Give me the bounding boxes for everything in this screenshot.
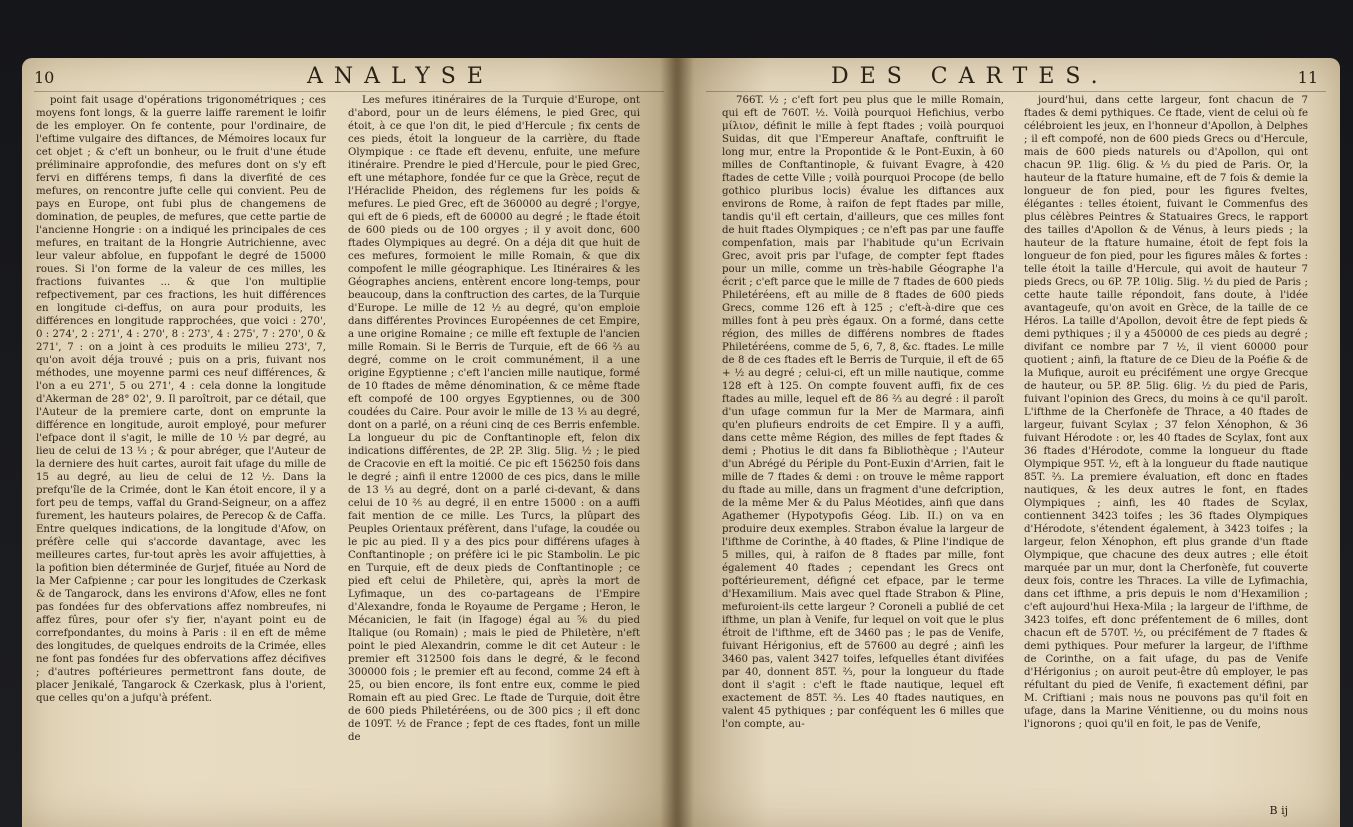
right-running-head: DES CARTES.: [831, 64, 1109, 89]
header-rule: [34, 91, 664, 92]
right-page: [676, 58, 1340, 827]
left-column-1: [36, 94, 326, 705]
right-column-1: [722, 94, 1004, 731]
right-column-2: [1024, 94, 1308, 731]
header-rule-right: [706, 91, 1326, 92]
left-column-2-text: Les mefures itinéraires de la Turquie d'Europe, ont d'abord, pour un de leurs élémens, le pied Grec, qui étoit, à ce que l'on dit, le pied d'Hercule ; fix cents de ces pieds, étoit la longueur de la carrière, du ftade Olympique : ce ftade eft devenu, enfuite, une mefure itinéraire. Prendre le pied d'Hercule, pour le pied Grec, eft une métaphore, fondée fur ce que la Grèce, reçut de l'Héraclide Pheidon, des réglemens fur les poids & mefures. Le pied Grec, eft de 360000 au degré ; l'orgye, qui eft de 6 pieds, eft de 60000 au degré ; le ftade étoit de 600 pieds ou de 100 orgyes ; il y avoit donc, 600 ftades Olympiques au degré. On a déja dit que huit de ces mefures, formoient le mille Romain, & que dix compofent le mille géographique. Les Itinéraires & les Géographes anciens, entèrent encore long-temps, pour beaucoup, dans la conftruction des cartes, de la Turquie d'Europe. Le mille de 12 ½ au degré, qu'on emploie dans différentes Provinces Européennes de cet Empire, a une origine Romaine ; ce mille eft fextuple de l'ancien mille Romain. Si le Berris de Turquie, eft de 66 ⅔ au degré, comme on le croit communément, il a une origine Egyptienne ; c'eft l'ancien mille nautique, formé de 10 ftades de même dénomination, & ce même ftade eft compofé de 100 orgyes Egyptiennes, ou de 300 coudées du Caire. Pour avoir le mille de 13 ⅓ au degré, dont on a parlé, on a réuni cinq de ces Berris enfemble. La longueur du pic de Conftantinople eft, felon dix indications différentes, de 2P. 2P. 3lig. 5lig. ½ ; le pied de Cracovie en eft la moitié. Ce pic eft 156250 fois dans le degré ; ainfi il entre 12000 de ces pics, dans le mille de 13 ⅓ au degré, dont on a parlé ci-devant, & dans celui de 10 ⅖ au degré, il en entre 15000 : on a auffi fait mention de ce mille. Les Turcs, la plûpart des Peuples Orientaux préfèrent, dans l'ufage, la coudée ou le pic au pied. Il y a des pics pour différens ufages à Conftantinople ; on préfère ici le pic Stambolin. Le pic en Turquie, eft de deux pieds de Conftantinople ; ce pied eft celui de Philetère, qui, après la mort de Lyfimaque, un des co-partageans de l'Empire d'Alexandre, fonda le Royaume de Pergame ; Heron, le Mécanicien, le fait (in Ifagoge) égal au ⅚ du pied Italique (ou Romain) ; mais le pied de Philetère, n'eft point le pied Alexandrin, comme le dit cet Auteur : le premier eft 312500 fois dans le degré, & le fecond 300000 fois ; le premier eft au fecond, comme 24 eft à 25, ou bien encore, ils font entre eux, comme le pied Romain eft au pied Grec. Le ftade de Turquie, doit être de 600 pieds Philetéréens, ou de 300 pics ; il eft donc de 109T. ½ de France ; fept de ces ftades, font un mille de: [348, 95, 640, 743]
left-column-1-text: point fait usage d'opérations trigonométriques ; ces moyens font longs, & la guerre laiffe rarement le loifir de les employer. On fe contente, pour l'ordinaire, de l'eftime vulgaire des diftances, de Mémoires locaux fur cet objet ; & c'eft un bonheur, ou le fruit d'une étude préliminaire approfondie, des mefures dont on s'y eft fervi en différens temps, fi dans la diverfité de ces mefures, on rencontre jufte celle qui convient. Peu de pays en Europe, ont fubi plus de changemens de domination, de peuples, de mefures, que cette partie de l'ancienne Hongrie : on a indiqué les principales de ces mefures, en traitant de la Hongrie Autrichienne, avec leur valeur abfolue, en fuppofant le degré de 15000 roues. Si l'on forme de la valeur de ces milles, les fractions fuivantes ... & que l'on multiplie refpectivement, par ces fractions, les huit différences en longitude ci-deffus, on aura pour produits, les différences en longitude rapprochées, que voici : 270', 0 : 274', 2 : 271', 4 : 270', 8 : 273', 4 : 275', 7 : 270', 0 & 271', 7 : on a joint à ces produits le milieu 273', 7, qu'on avoit déja trouvé ; puis on a pris, fuivant nos méthodes, une moyenne parmi ces neuf différences, & l'on a eu 271', 5 ou 271', 4 : cela donne la longitude d'Akerman de 28° 02', 9. Il paroîtroit, par ce détail, que l'Auteur de la premiere carte, dont on emprunte la différence en longitude, auroit employé, pour mefurer l'efpace dont il s'agit, le mille de 10 ½ par degré, au lieu de celui de 13 ⅓ ; & pour abréger, que l'Auteur de la derniere des huit cartes, auroit fait ufage du mille de 15 au degré, au lieu de celui de 12 ½. Dans la prefqu'île de la Crimée, dont le Kan étoit encore, il y a fort peu de temps, vaffal du Grand-Seigneur, on a affez furement, les hauteurs polaires, de Perecop & de Caffa. Entre quelques indications, de la longitude d'Afow, on préfère celle qui s'accorde davantage, avec les meilleures cartes, fur-tout après les avoir affujetties, à la pofition bien déterminée de Gurjef, fituée au Nord de la Mer Cafpienne ; car pour les longitudes de Czerkask & de Tangarock, dans les environs d'Afow, elles ne font pas fondées fur des obfervations affez nombreufes, ni affez fûres, pour ofer s'y fier, n'ayant point eu de correfpondantes, du moins à Paris : il en eft de même des longitudes, de quelques endroits de la Crimée, elles ne font pas fondées fur des obfervations affez décifives ; d'autres poftérieures permettront fans doute, de placer Jenikalé, Tangarock & Czerkask, plus à l'orient, que celles qu'on a jufqu'à préfent.: [36, 95, 326, 704]
right-page-number: 11: [1297, 68, 1318, 87]
left-page-number: 10: [34, 68, 55, 87]
left-column-2: [348, 94, 640, 744]
left-page: [22, 58, 678, 827]
right-column-1-text: 766T. ½ ; c'eft fort peu plus que le mille Romain, qui eft de 760T. ½. Voilà pourquoi Hefichius, verbo μίλιον, définit le mille à fept ftades ; voilà pourquoi Suidas, dit que l'Empereur Anaftafe, conftruifit le long mur, entre la Propontide & le Pont-Euxin, à 60 milles de Conftantinople, & fuivant Evagre, à 420 ftades de cette Ville ; voilà pourquoi Procope (de bello gothico pluribus locis) évalue les diftances aux environs de Rome, à raifon de fept ftades par mille, tandis qu'il eft certain, d'ailleurs, que ces milles font de huit ftades Olympiques ; ce n'eft pas par une fauffe compenfation, mais par l'habitude qu'un Ecrivain Grec, avoit pris par l'ufage, de compter fept ftades pour un mille, comme un très-habile Géographe l'a écrit ; c'eft parce que le mille de 7 ftades de 600 pieds Philetéréens, eft au mille de 8 ftades de 600 pieds Grecs, comme 126 eft à 125 ; c'eft-à-dire que ces milles font à peu près égaux. On a formé, dans cette région, des milles de différens nombres de ftades Philetéréens, comme de 5, 6, 7, 8, &c. ftades. Le mille de 8 de ces ftades eft le Berris de Turquie, il eft de 65 + ½ au degré ; celui-ci, eft un mille nautique, comme 128 eft à 125. On compte fouvent auffi, fix de ces ftades au mille, lequel eft de 86 ⅔ au degré : il paroît d'un ufage commun fur la Mer de Marmara, ainfi qu'en plufieurs endroits de cet Empire. Il y a auffi, dans cette même Région, des milles de fept ftades & demi ; Photius le dit dans fa Bibliothèque ; l'Auteur d'un Abrégé du Périple du Pont-Euxin d'Arrien, fait le mille de 7 ftades & demi : on trouve le même rapport du ftade au mille, dans un fragment d'une defcription, de la même Mer & du Palus Méotides, ainfi que dans Agathemer (Hypotypofis Géog. Lib. II.) on va en produire deux exemples. Strabon évalue la largeur de l'ifthme de Corinthe, à 40 ftades, & Pline l'indique de 5 milles, qui, à raifon de 8 ftades par mille, font également 40 ftades ; cependant les Grecs ont poftérieurement, défigné cet efpace, par le terme d'Hexamilium. Mais avec quel ftade Strabon & Pline, mefuroient-ils cette largeur ? Coroneli a publié de cet ifthme, un plan à Venife, fur lequel on voit que le plus étroit de l'ifthme, eft de 3460 pas ; le pas de Venife, fuivant Hérigonius, eft de 57600 au degré ; ainfi les 3460 pas, valent 3427 toifes, lefquelles étant divifées par 40, donnent 85T. ⅔, pour la longueur du ftade dont il s'agit : c'eft le ftade nautique, lequel eft exactement de 85T. ⅔. Les 40 ftades nautiques, en valent 45 pythiques ; par conféquent les 6 milles que l'on compte, au-: [722, 95, 1005, 730]
book-gutter: [660, 58, 694, 827]
signature-mark: B ij: [1269, 804, 1288, 817]
left-running-head: ANALYSE: [307, 64, 494, 89]
right-column-2-text: jourd'hui, dans cette largeur, font chacun de 7 ftades & demi pythiques. Ce ftade, vient de celui où fe célébroient les jeux, en l'honneur d'Apollon, à Delphes ; il eft compofé, non de 600 pieds Grecs ou d'Hercule, mais de 600 pieds naturels ou d'Apollon, qui ont chacun 9P. 1lig. 6lig. & ⅓ du pied de Paris. Or, la hauteur de la ftature humaine, eft de 7 fois & demie la longueur de fon pied, pour les figures fveltes, élégantes : telles étoient, fuivant le Commenfus des plus célèbres Peintres & Statuaires Grecs, le rapport des tailles d'Apollon & de Vénus, à leurs pieds ; la hauteur de la ftature humaine, étoit de fept fois la longueur de fon pied, pour les figures mâles & fortes : telle étoit la taille d'Hercule, qui avoit de hauteur 7 pieds Grecs, ou 6P. 7P. 10lig. 5lig. ½ du pied de Paris ; cette haute taille répondoit, fans doute, à l'idée avantageufe, qu'on avoit en Grèce, de la taille de ce Héros. La taille d'Apollon, devoit être de fept pieds & demi pythiques ; il y a 450000 de ces pieds au degré ; divifant ce nombre par 7 ½, il vient 60000 pour quotient ; ainfi, la ftature de ce Dieu de la Poéfie & de la Mufique, auroit eu précifément une orgye Grecque de hauteur, ou 5P. 8P. 5lig. 6lig. ½ du pied de Paris, fuivant l'opinion des Grecs, du moins à ce qu'il paroît. L'ifthme de la Cherfonèfe de Thrace, a 40 ftades de largeur, fuivant Scylax ; 37 felon Xénophon, & 36 fuivant Hérodote : or, les 40 ftades de Scylax, font aux 36 ftades d'Hérodote, comme la longueur du ftade Olympique 95T. ½, eft à la longueur du ftade nautique 85T. ⅔. La premiere évaluation, eft donc en ftades nautiques, & les deux autres le font, en ftades Olympiques ; ainfi, les 40 ftades de Scylax, contiennent 3423 toifes ; les 36 ftades Olympiques d'Hérodote, s'étendent également, à 3423 toifes ; la largeur, felon Xénophon, eft plus grande d'un ftade Olympique, que chacune des deux autres ; elle étoit marquée par un mur, dont la Cherfonèfe, fut couverte deux fois, contre les Thraces. La ville de Lyfimachia, dans cet ifthme, a pris depuis le nom d'Hexamilion ; c'eft aujourd'hui Hexa-Mila ; la largeur de l'ifthme, de 3423 toifes, eft donc préfentement de 6 milles, dont chacun eft de 570T. ½, ou précifément de 7 ftades & demi pythiques. Pour mefurer la largeur, de l'ifthme de Corinthe, on a fait ufage, du pas de Venife d'Hérigonius ; on auroit peut-être dû employer, le pas réfultant du pied de Venife, fi exactement défini, par M. Criftiani ; mais nous ne pouvons pas qu'il foit en ufage, dans la Marine Vénitienne, ou du moins nous l'ignorons ; quoi qu'il en foit, le pas de Venife,: [1024, 95, 1308, 730]
